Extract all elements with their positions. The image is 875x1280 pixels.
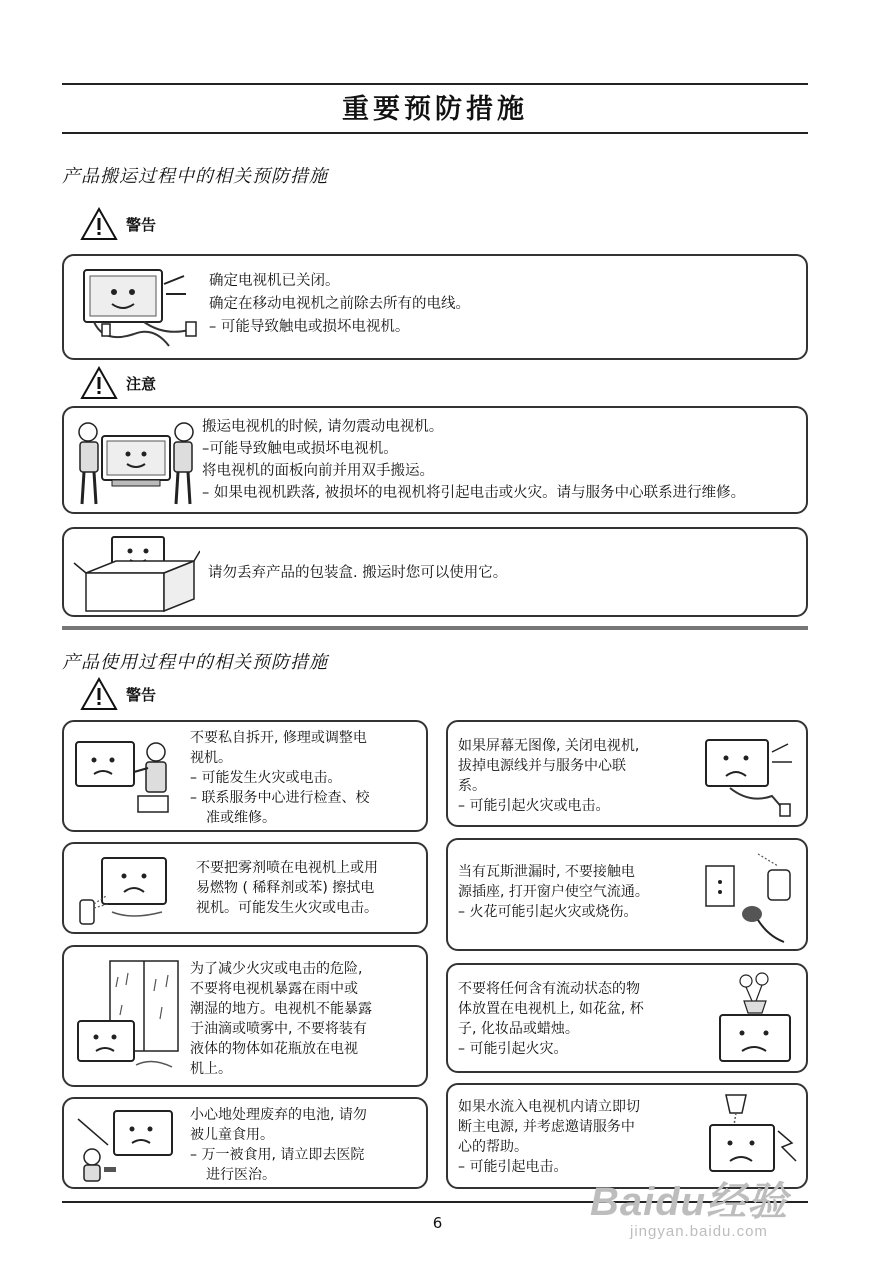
warning-triangle-icon	[80, 366, 118, 400]
left2-text	[196, 858, 378, 918]
warning-triangle-icon	[80, 207, 118, 241]
text-line: –可能导致触电或损坏电视机。	[202, 441, 398, 457]
text-line: 不要私自拆开, 修理或调整电	[190, 730, 367, 746]
two-people-carrying-tv-illustration	[72, 414, 200, 509]
top-rule	[62, 83, 808, 85]
tv-unplug-illustration	[74, 264, 204, 354]
text-line: – 万一被食用, 请立即去医院	[190, 1147, 365, 1163]
text-line: 断主电源, 并考虑邀请服务中	[458, 1119, 635, 1135]
section-divider	[62, 626, 808, 630]
usage-box-left-3	[62, 945, 428, 1087]
text-line: 拔掉电源线并与服务中心联	[458, 758, 626, 774]
text-line: 如果水流入电视机内请立即切	[458, 1099, 640, 1115]
tv-battery-child-illustration	[74, 1105, 182, 1185]
text-line: 系。	[458, 778, 486, 794]
text-line: 不要把雾剂喷在电视机上或用	[196, 860, 378, 876]
text-line: 易燃物 ( 稀释剂或苯) 擦拭电	[196, 880, 375, 896]
text-line: 心的帮助。	[458, 1139, 528, 1155]
text-line: – 联系服务中心进行检查、校	[190, 790, 370, 806]
box3-text	[208, 563, 507, 583]
text-line: 液体的物体如花瓶放在电视	[190, 1041, 358, 1057]
tv-window-rain-illustration	[72, 957, 184, 1077]
tv-no-picture-illustration	[700, 732, 800, 818]
warning-alert-1	[80, 207, 156, 241]
text-line: – 可能引起电击。	[458, 1159, 568, 1175]
text-line: 不要将任何含有流动状态的物	[458, 981, 640, 997]
text-line: 被儿童食用。	[190, 1127, 274, 1143]
text-line: 潮湿的地方。电视机不能暴露	[190, 1001, 372, 1017]
text-line: 当有瓦斯泄漏时, 不要接触电	[458, 864, 635, 880]
text-line: 确定电视机已关闭。	[209, 273, 340, 289]
page-number: 6	[432, 1214, 443, 1232]
tv-flowerpot-illustration	[710, 971, 802, 1069]
usage-box-left-1	[62, 720, 428, 832]
warning-triangle-icon	[80, 677, 118, 711]
warning-label: 警告	[126, 215, 157, 234]
text-line: – 可能导致触电或损坏电视机。	[209, 319, 410, 335]
title-rule	[62, 132, 808, 134]
tv-spray-illustration	[72, 850, 184, 930]
section-heading-transport: 产品搬运过程中的相关预防措施	[62, 166, 328, 187]
text-line: 准或维修。	[206, 810, 276, 826]
watermark-url: jingyan.baidu.com	[630, 1223, 768, 1240]
usage-box-right-3	[446, 963, 808, 1073]
right2-text	[458, 862, 649, 922]
left3-text	[190, 959, 372, 1079]
right1-text	[458, 736, 639, 816]
right4-text	[458, 1097, 640, 1177]
left1-text	[190, 728, 369, 828]
text-line: 为了减少火灾或电击的危险,	[190, 961, 363, 977]
text-line: 如果屏幕无图像, 关闭电视机,	[458, 738, 640, 754]
watermark	[590, 1170, 860, 1260]
text-line: 子, 化妆品或蜡烛。	[458, 1021, 579, 1037]
warning-label: 警告	[126, 685, 157, 704]
text-line: 视机。可能发生火灾或电击。	[196, 900, 378, 916]
text-line: – 可能发生火灾或电击。	[190, 770, 342, 786]
text-line: 源插座, 打开窗户使空气流通。	[458, 884, 649, 900]
usage-box-right-1	[446, 720, 808, 827]
caution-label: 注意	[126, 374, 157, 393]
text-line: 视机。	[190, 750, 232, 766]
watermark-brand: Baidu经验	[590, 1180, 789, 1224]
text-line: 请勿丢弃产品的包装盒. 搬运时您可以使用它。	[208, 565, 508, 581]
box1-text	[209, 270, 470, 339]
text-line: – 可能引起火灾。	[458, 1041, 568, 1057]
left4-text	[190, 1105, 367, 1185]
text-line: 小心地处理废弃的电池, 请勿	[190, 1107, 367, 1123]
text-line: 不要将电视机暴露在雨中或	[190, 981, 358, 997]
right3-text	[458, 979, 644, 1059]
text-line: – 火花可能引起火灾或烧伤。	[458, 904, 638, 920]
text-line: 进行医治。	[206, 1167, 276, 1183]
usage-box-left-4	[62, 1097, 428, 1189]
text-line: 搬运电视机的时候, 请勿震动电视机。	[202, 419, 444, 435]
tv-in-box-illustration	[72, 533, 200, 613]
notice-box-power-off	[62, 254, 808, 360]
text-line: 于油滴或喷雾中, 不要将装有	[190, 1021, 367, 1037]
notice-box-carrying	[62, 406, 808, 514]
notice-box-packaging	[62, 527, 808, 617]
usage-box-left-2	[62, 842, 428, 934]
text-line: 将电视机的面板向前并用双手搬运。	[202, 463, 434, 479]
text-line: 机上。	[190, 1061, 232, 1077]
box2-text	[202, 416, 745, 504]
text-line: – 可能引起火灾或电击。	[458, 798, 610, 814]
section-heading-usage: 产品使用过程中的相关预防措施	[62, 652, 328, 673]
page-title: 重要预防措施	[342, 94, 528, 125]
gas-leak-outlet-illustration	[698, 846, 802, 946]
caution-alert	[80, 366, 156, 400]
text-line: – 如果电视机跌落, 被损坏的电视机将引起电击或火灾。请与服务中心联系进行维修。	[202, 485, 746, 501]
text-line: 体放置在电视机上, 如花盆, 杯	[458, 1001, 644, 1017]
text-line: 确定在移动电视机之前除去所有的电线。	[209, 296, 470, 312]
warning-alert-2	[80, 677, 156, 711]
usage-box-right-2	[446, 838, 808, 951]
tv-repair-illustration	[72, 732, 180, 822]
